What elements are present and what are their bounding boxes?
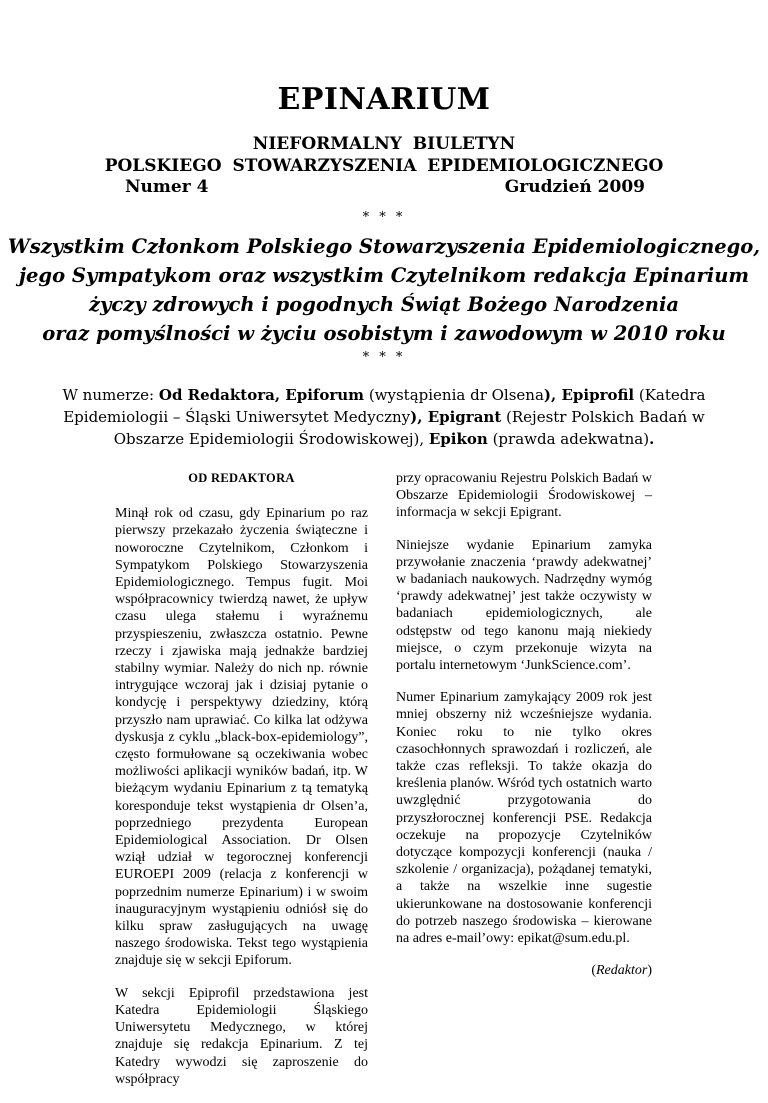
greeting-line: Wszystkim Członkom Polskiego Stowarzyszenia Epidemiologicznego, xyxy=(7,235,761,258)
section-name: Epigrant xyxy=(427,408,502,426)
signature-text: Redaktor xyxy=(596,963,648,979)
holiday-greeting xyxy=(0,232,768,348)
section-desc: (prawda adekwatna) xyxy=(487,430,650,448)
section-close: ), xyxy=(543,386,562,404)
article-paragraph: Numer Epinarium zamykający 2009 rok jest mniej obszerny niż wcześniejsze wydania. Koniec roku to nie tylko okres czasochłonnych sprawozdań i rozliczeń, ale także czas refleksji. To także okazja do kreślenia planów. Wśród tych ostatnich warto uwzględnić przygotowania do przyszłorocznej konferencji PSE. Redakcja oczekuje na propozycje Czytelników dotyczące kompozycji konferencji (nauka / szkolenie / organizacja), pożądanej tematyki, a także na wszelkie inne sugestie ukierunkowane na dostosowanie konferencji do potrzeb naszego środowiska – kierowane na adres e-mail’owy: epikat@sum.edu.pl. xyxy=(396,690,652,947)
separator-top: * * * xyxy=(362,210,406,225)
section-close: . xyxy=(649,430,655,448)
article-paragraph: przy opracowaniu Rejestru Polskich Badań w Obszarze Epidemiologii Środowiskowej – informacja w sekcji Epigrant. xyxy=(396,471,652,521)
editor-signature: (Redaktor) xyxy=(591,963,652,979)
in-this-issue xyxy=(60,384,708,450)
greeting-line: życzy zdrowych i pogodnych Świąt Bożego Narodzenia xyxy=(88,293,680,316)
newsletter-subtitle: NIEFORMALNY BIULETYN xyxy=(252,134,516,154)
article-column-right xyxy=(396,470,652,994)
article-paragraph: Niniejsze wydanie Epinarium zamyka przywołanie znaczenia ‘prawdy adekwatnej’ w badaniach naukowych. Nadrzędny wymóg ‘prawdy adekwatnej’ jest także oczywisty w badaniach epidemiologicznych, ale odstępstw od tego kanonu mają niekiedy miejsce, o czym przekonuje wizyta na portalu internetowym ‘JunkScience.com’. xyxy=(396,537,652,674)
section-desc: (Katedra Epidemiologii – Śląski Uniwersytet Medyczny xyxy=(63,386,706,426)
issue-date: Grudzień 2009 xyxy=(504,177,645,197)
article-paragraph: Minął rok od czasu, gdy Epinarium po raz pierwszy przekazało życzenia świąteczne i noworoczne Czytelnikom, Członkom i Sympatykom Polskiego Stowarzyszenia Epidemiologicznego. Tempus fugit. Moi współpracownicy twierdzą nawet, że upływ czasu ulega stałemu i wyraźnemu przyspieszeniu, zwłaszcza ostatnio. Pewne rzeczy i zjawiska mają jednakże bardziej stabilny wymiar. Należy do nich np. równie intrygujące wczoraj jak i dzisiaj pytanie o kondycję i perspektywy dziedziny, którą przyszło nam uprawiać. Co kilka lat odżywa dyskusja z cyklu „black-box-epidemiology”, często formułowane są oczekiwania wobec możliwości aplikacji wyników badań, itp. W bieżącym wydaniu Epinarium z tą tematyką koresponduje tekst wystąpienia dr Olsen’a, poprzedniego prezydenta European Epidemiological Association. Dr Olsen wziął udział w tegorocznej konferencji EUROEPI 2009 (relacja z konferencji w poprzednim numerze Epinarium) i w swoim inauguracyjnym wystąpieniu odniósł się do kilku spraw zasługujących na uwagę naszego środowiska. Tekst tego wystąpienia znajduje się w sekcji Epiforum. xyxy=(115,506,368,969)
section-name: Od Redaktora, Epiforum xyxy=(158,386,365,404)
section-name: Epiprofil xyxy=(561,386,635,404)
greeting-line: jego Sympatykom oraz wszystkim Czytelnikom redakcja Epinarium xyxy=(18,264,750,287)
greeting-line: oraz pomyślności w życiu osobistym i zawodowym w 2010 roku xyxy=(42,322,726,345)
section-close: ), xyxy=(410,408,428,426)
article-paragraph: W sekcji Epiprofil przedstawiona jest Katedra Epidemiologii Śląskiego Uniwersytetu Medycznego, w której znajduje się redakcja Epinarium. Z tej Katedry wywodzi się zaproszenie do współpracy xyxy=(115,985,368,1087)
section-desc: (wystąpienia dr Olsena xyxy=(364,386,544,404)
section-desc: (Rejestr Polskich Badań w Obszarze Epidemiologii Środowiskowej), xyxy=(113,408,705,448)
in-this-issue-prefix: W numerze: xyxy=(62,386,159,404)
newsletter-title: EPINARIUM xyxy=(277,82,491,117)
separator-bottom: * * * xyxy=(362,350,406,365)
article-column-left xyxy=(115,470,368,1103)
section-name: Epikon xyxy=(428,430,488,448)
article-heading: OD REDAKTORA xyxy=(188,471,295,485)
society-name: POLSKIEGO STOWARZYSZENIA EPIDEMIOLOGICZNEGO xyxy=(104,156,664,176)
issue-number: Numer 4 xyxy=(125,177,209,197)
